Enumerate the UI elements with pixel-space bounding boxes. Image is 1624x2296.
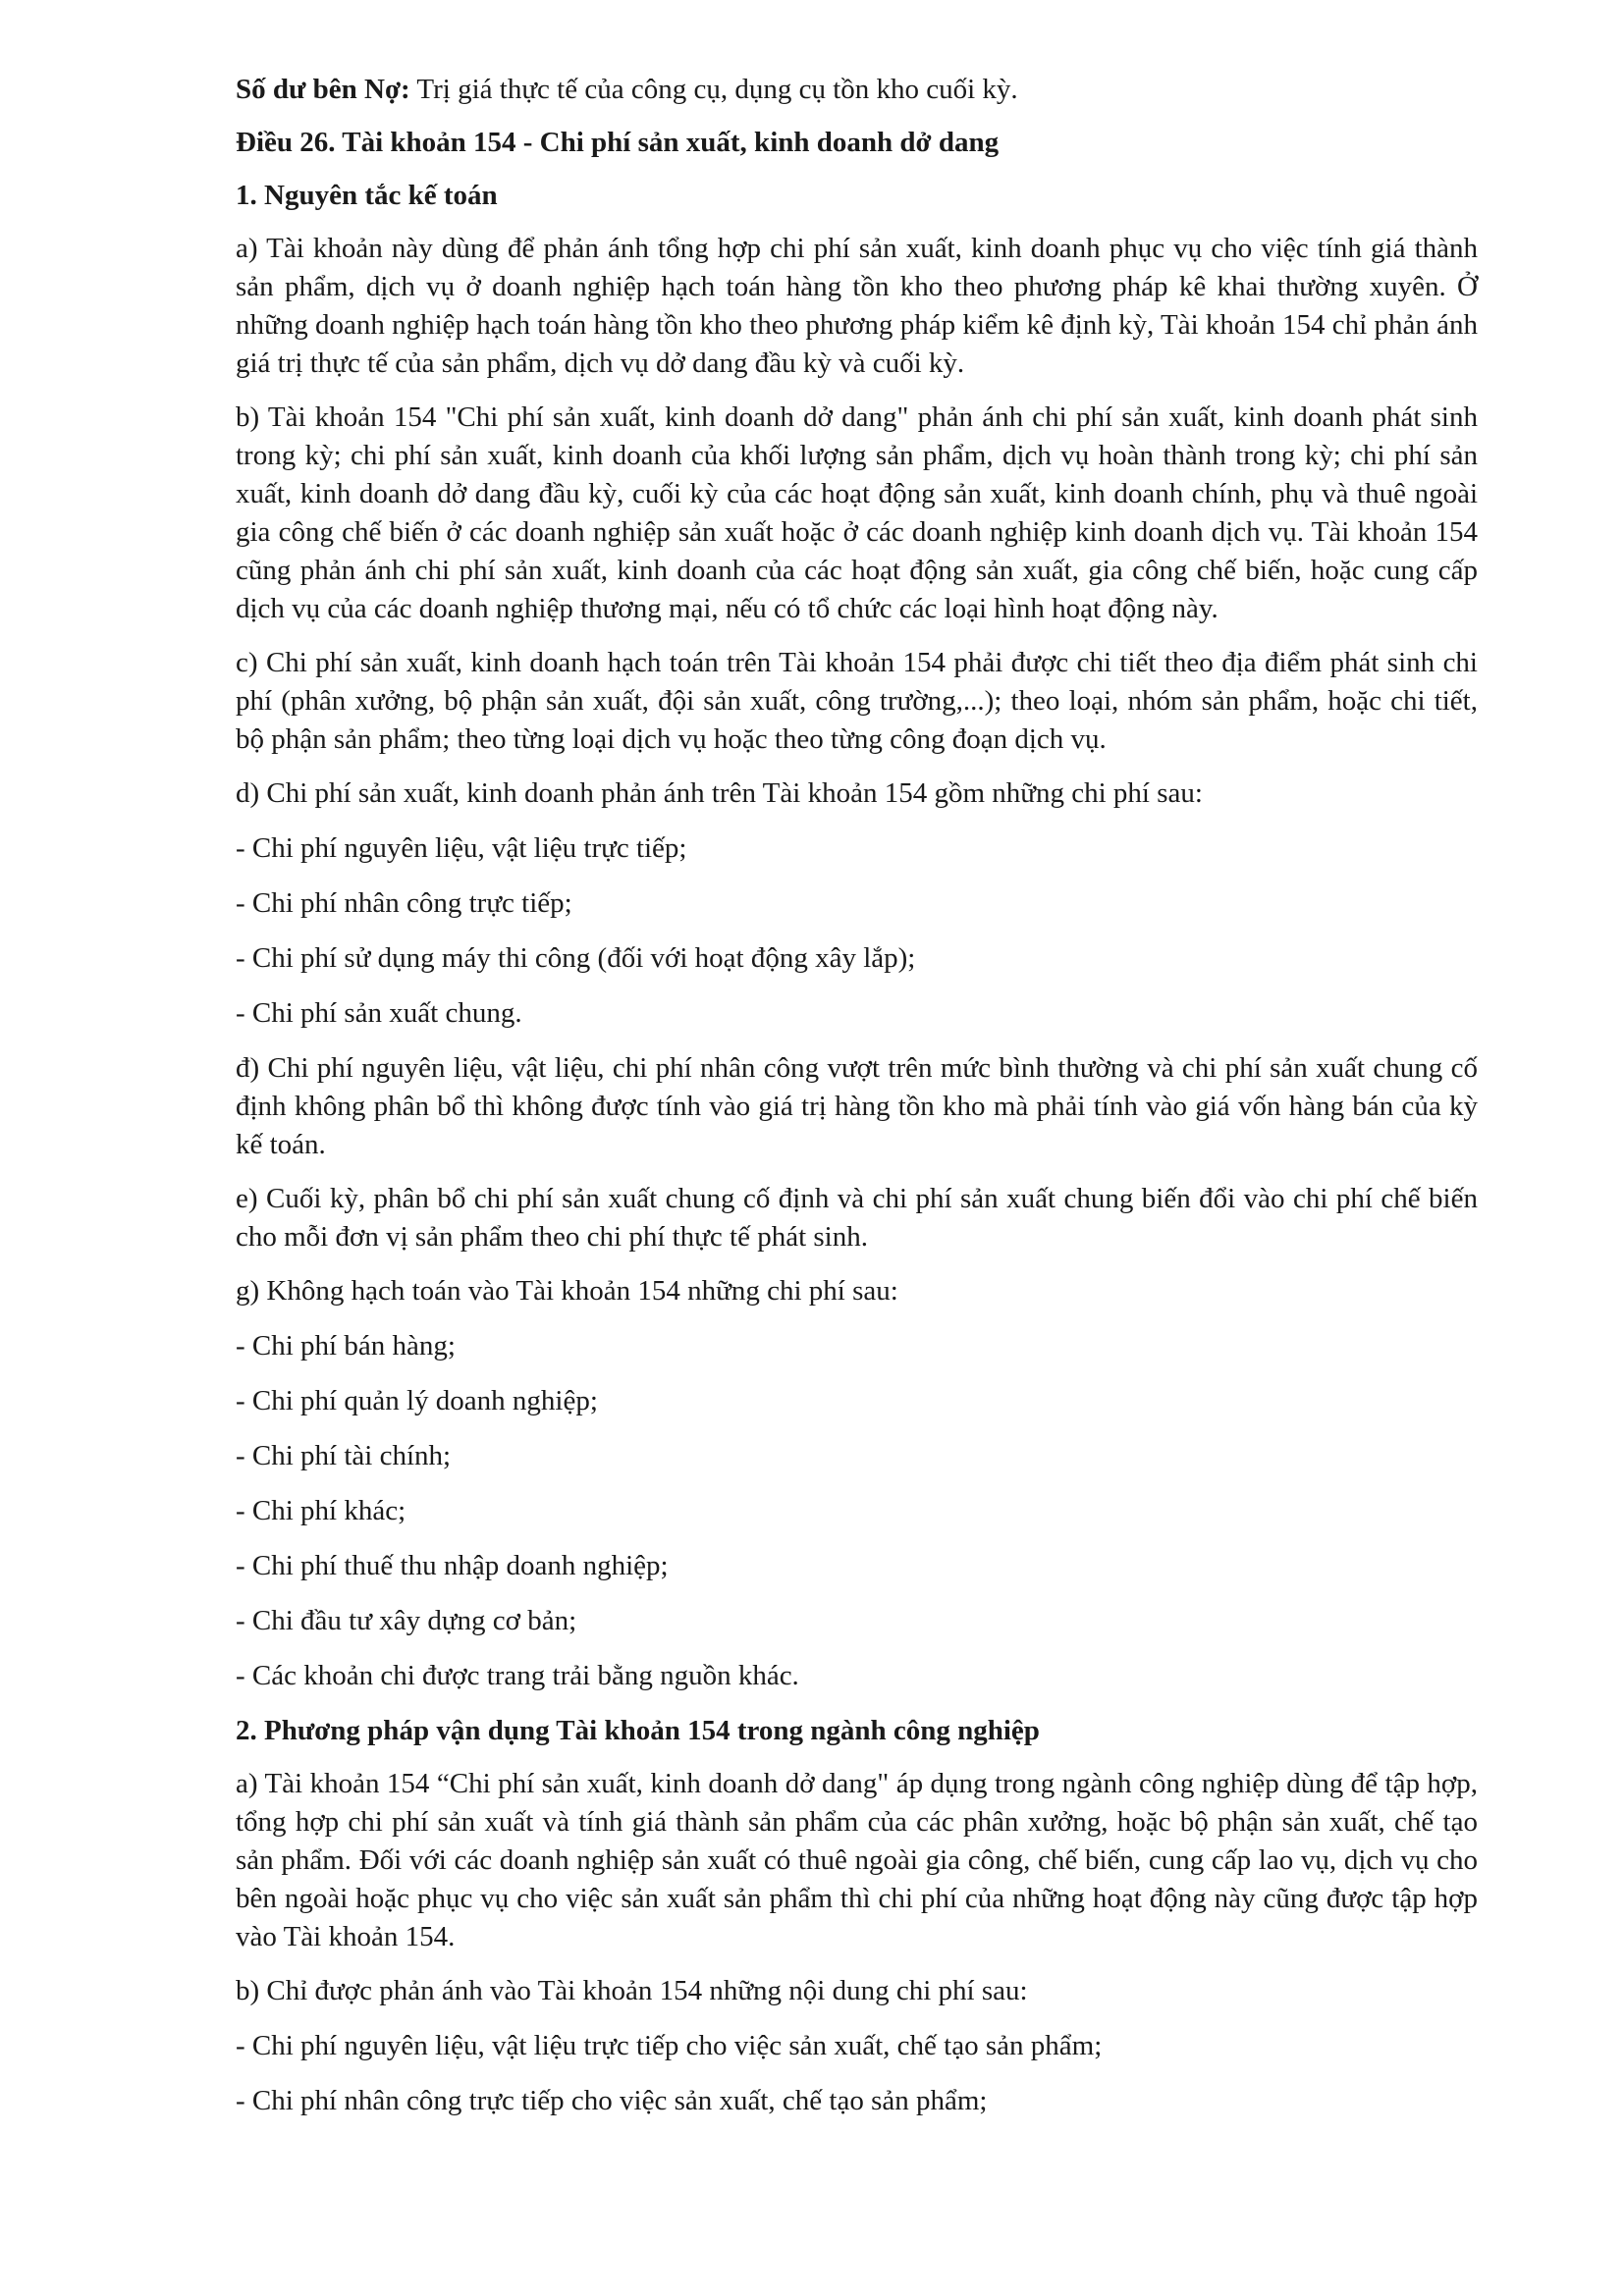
list-item: - Chi phí bán hàng;: [236, 1330, 456, 1362]
list-item: - Chi phí quản lý doanh nghiệp;: [236, 1385, 598, 1416]
section-1-para-a: a) Tài khoản này dùng để phản ánh tổng hợp chi phí sản xuất, kinh doanh phục vụ cho việc tính giá thành sản phẩm, dịch vụ ở doanh nghiệp hạch toán hàng tồn kho theo phương pháp kê khai thường xuyên. Ở những doanh nghiệp hạch toán hàng tồn kho theo phương pháp kiểm kê định kỳ, Tài khoản 154 chỉ phản ánh giá trị thực tế của sản phẩm, dịch vụ dở dang đầu kỳ và cuối kỳ.: [236, 233, 1478, 379]
list-item: - Chi phí nguyên liệu, vật liệu trực tiếp;: [236, 832, 687, 864]
list-item: - Chi phí tài chính;: [236, 1440, 452, 1471]
list-item: - Các khoản chi được trang trải bằng nguồn khác.: [236, 1660, 799, 1691]
section-2-para-a: a) Tài khoản 154 “Chi phí sản xuất, kinh doanh dở dang" áp dụng trong ngành công nghiệp dùng để tập hợp, tổng hợp chi phí sản xuất và tính giá thành sản phẩm của các phân xưởng, hoặc bộ phận sản xuất, chế tạo sản phẩm. Đối với các doanh nghiệp sản xuất có thuê ngoài gia công, chế biến, cung cấp lao vụ, dịch vụ cho bên ngoài hoặc phục vụ cho việc sản xuất sản phẩm thì chi phí của những hoạt động này cũng được tập hợp vào Tài khoản 154.: [236, 1768, 1478, 1952]
section-1-para-c: c) Chi phí sản xuất, kinh doanh hạch toán trên Tài khoản 154 phải được chi tiết theo địa điểm phát sinh chi phí (phân xưởng, bộ phận sản xuất, đội sản xuất, công trường,...); theo loại, nhóm sản phẩm, hoặc chi tiết, bộ phận sản phẩm; theo từng loại dịch vụ hoặc theo từng công đoạn dịch vụ.: [236, 647, 1478, 755]
closing-balance-text: Trị giá thực tế của công cụ, dụng cụ tồn kho cuối kỳ.: [409, 74, 1018, 105]
list-item: - Chi phí nhân công trực tiếp cho việc sản xuất, chế tạo sản phẩm;: [236, 2085, 988, 2116]
section-1-para-g: g) Không hạch toán vào Tài khoản 154 những chi phí sau:: [236, 1275, 898, 1307]
list-item: - Chi phí thuế thu nhập doanh nghiệp;: [236, 1550, 669, 1581]
section-1-para-dd: đ) Chi phí nguyên liệu, vật liệu, chi phí nhân công vượt trên mức bình thường và chi phí sản xuất chung cố định không phân bổ thì không được tính vào giá trị hàng tồn kho mà phải tính vào giá vốn hàng bán của kỳ kế toán.: [236, 1052, 1478, 1160]
section-2-para-b: b) Chỉ được phản ánh vào Tài khoản 154 những nội dung chi phí sau:: [236, 1975, 1028, 2006]
list-item: - Chi phí khác;: [236, 1495, 406, 1526]
section-1-para-b: b) Tài khoản 154 "Chi phí sản xuất, kinh doanh dở dang" phản ánh chi phí sản xuất, kinh doanh phát sinh trong kỳ; chi phí sản xuất, kinh doanh của khối lượng sản phẩm, dịch vụ hoàn thành trong kỳ; chi phí sản xuất, kinh doanh dở dang đầu kỳ, cuối kỳ của các hoạt động sản xuất, kinh doanh chính, phụ và thuê ngoài gia công chế biến ở các doanh nghiệp sản xuất hoặc ở các doanh nghiệp kinh doanh dịch vụ. Tài khoản 154 cũng phản ánh chi phí sản xuất, kinh doanh của các hoạt động sản xuất, gia công chế biến, hoặc cung cấp dịch vụ của các doanh nghiệp thương mại, nếu có tổ chức các loại hình hoạt động này.: [236, 401, 1478, 624]
article-title: Điều 26. Tài khoản 154 - Chi phí sản xuất, kinh doanh dở dang: [236, 127, 1000, 158]
section-1-para-d: d) Chi phí sản xuất, kinh doanh phản ánh trên Tài khoản 154 gồm những chi phí sau:: [236, 777, 1203, 809]
list-item: - Chi đầu tư xây dựng cơ bản;: [236, 1605, 577, 1636]
list-item: - Chi phí sản xuất chung.: [236, 997, 522, 1029]
list-item: - Chi phí sử dụng máy thi công (đối với hoạt động xây lắp);: [236, 942, 916, 974]
document-page: [236, 71, 1478, 2137]
section-2-heading: 2. Phương pháp vận dụng Tài khoản 154 trong ngành công nghiệp: [236, 1715, 1040, 1746]
list-item: - Chi phí nhân công trực tiếp;: [236, 887, 572, 919]
closing-balance-line: [236, 71, 1478, 109]
closing-balance-label: Số dư bên Nợ:: [236, 74, 410, 105]
section-1-para-e: e) Cuối kỳ, phân bổ chi phí sản xuất chung cố định và chi phí sản xuất chung biến đổi vào chi phí chế biến cho mỗi đơn vị sản phẩm theo chi phí thực tế phát sinh.: [236, 1183, 1478, 1253]
section-1-heading: 1. Nguyên tắc kế toán: [236, 180, 498, 211]
list-item: - Chi phí nguyên liệu, vật liệu trực tiếp cho việc sản xuất, chế tạo sản phẩm;: [236, 2030, 1103, 2061]
